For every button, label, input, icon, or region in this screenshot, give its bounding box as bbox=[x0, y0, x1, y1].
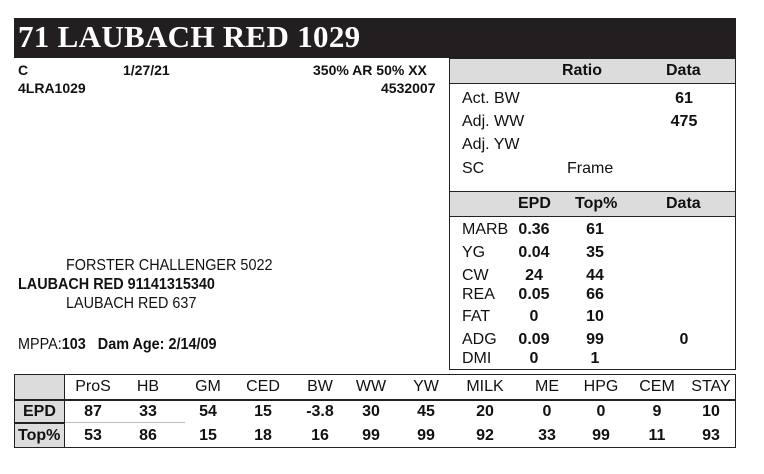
frame-label: Frame bbox=[567, 160, 614, 177]
carcass-row-label: REA bbox=[462, 286, 495, 303]
pedigree-sire-sire: FORSTER CHALLENGER 5022 bbox=[66, 257, 273, 274]
epd-column-header: GM bbox=[195, 378, 221, 395]
carcass-row-label: FAT bbox=[462, 308, 491, 325]
epd-column-header: YW bbox=[413, 378, 439, 395]
top-row-label: Top% bbox=[18, 427, 61, 444]
epd-column-header: BW bbox=[307, 378, 333, 395]
epd-value-cell: 54 bbox=[199, 403, 217, 420]
top-value-cell: 11 bbox=[648, 427, 666, 444]
carcass-row-top: 44 bbox=[586, 267, 604, 284]
top-value-cell: 99 bbox=[592, 427, 610, 444]
top-header-label: Top% bbox=[575, 195, 618, 212]
epd-table-row-divider bbox=[65, 422, 185, 423]
pedigree-sire-dam: LAUBACH RED 637 bbox=[66, 295, 197, 312]
epd-column-header: ME bbox=[535, 378, 559, 395]
carcass-row-top: 99 bbox=[586, 331, 604, 348]
epd-value-cell: 0 bbox=[596, 403, 606, 420]
mppa-value: 103 bbox=[61, 336, 86, 353]
epd-value-cell: 9 bbox=[652, 403, 662, 420]
epd-row-label: EPD bbox=[23, 403, 56, 420]
carcass-row-top: 10 bbox=[586, 308, 604, 325]
epd-column-header: MILK bbox=[466, 378, 504, 395]
top-value-cell: 18 bbox=[254, 427, 272, 444]
ratio-row-data: 61 bbox=[675, 90, 693, 107]
performance-panel bbox=[449, 58, 736, 370]
epd-table bbox=[14, 374, 736, 448]
ratio-row-label: Adj. YW bbox=[462, 136, 520, 153]
data-header-label: Data bbox=[666, 195, 701, 212]
carcass-row-label: MARB bbox=[462, 221, 509, 238]
epd-value-cell: 0 bbox=[542, 403, 552, 420]
epd-value-cell: 33 bbox=[139, 403, 157, 420]
data-header-label: Data bbox=[666, 62, 701, 79]
top-value-cell: 99 bbox=[417, 427, 435, 444]
birth-date: 1/27/21 bbox=[123, 62, 170, 78]
mppa-label: MPPA: bbox=[18, 336, 62, 353]
top-value-cell: 86 bbox=[139, 427, 157, 444]
carcass-row-epd: 0 bbox=[529, 308, 539, 325]
epd-header-label: EPD bbox=[518, 195, 551, 212]
registration-number: 4532007 bbox=[381, 80, 436, 96]
epd-value-cell: 15 bbox=[254, 403, 272, 420]
animal-type: C bbox=[18, 62, 29, 78]
top-value-cell: 15 bbox=[199, 427, 217, 444]
epd-column-header: WW bbox=[355, 378, 387, 395]
epd-column-header: STAY bbox=[691, 378, 731, 395]
epd-table-row-divider bbox=[15, 422, 65, 424]
mppa-line bbox=[18, 336, 239, 354]
epd-value-cell: 20 bbox=[476, 403, 494, 420]
carcass-row-data: 0 bbox=[679, 331, 689, 348]
carcass-row-top: 1 bbox=[590, 350, 600, 367]
top-value-cell: 93 bbox=[702, 427, 720, 444]
top-value-cell: 16 bbox=[311, 427, 329, 444]
epd-column-header: CEM bbox=[639, 378, 675, 395]
tattoo-id: 4LRA1029 bbox=[18, 80, 86, 96]
dam-age-label: Dam Age: bbox=[97, 336, 165, 353]
ratio-header bbox=[450, 58, 735, 84]
top-value-cell: 99 bbox=[362, 427, 380, 444]
top-value-cell: 53 bbox=[84, 427, 102, 444]
ratio-header-label: Ratio bbox=[562, 62, 602, 79]
ratio-row-label: Act. BW bbox=[462, 90, 520, 107]
sc-label: SC bbox=[462, 160, 485, 177]
carcass-row-epd: 0.04 bbox=[518, 244, 550, 261]
pedigree-sire: LAUBACH RED 91141315340 bbox=[18, 276, 215, 293]
breed-percent: 350% AR 50% XX bbox=[313, 62, 427, 78]
carcass-row-label: YG bbox=[462, 244, 486, 261]
carcass-row-epd: 0.36 bbox=[518, 221, 550, 238]
epd-table-header-divider bbox=[15, 399, 735, 401]
epd-column-header: ProS bbox=[75, 378, 111, 395]
carcass-row-top: 66 bbox=[586, 286, 604, 303]
epd-column-header: HB bbox=[136, 378, 160, 395]
carcass-row-epd: 0 bbox=[529, 350, 539, 367]
top-value-cell: 33 bbox=[538, 427, 556, 444]
carcass-header bbox=[450, 191, 735, 217]
epd-value-cell: 10 bbox=[702, 403, 720, 420]
carcass-row-epd: 0.09 bbox=[518, 331, 550, 348]
carcass-row-epd: 0.05 bbox=[518, 286, 550, 303]
carcass-row-epd: 24 bbox=[525, 267, 543, 284]
epd-value-cell: 30 bbox=[362, 403, 380, 420]
epd-column-header: CED bbox=[246, 378, 280, 395]
top-value-cell: 92 bbox=[476, 427, 494, 444]
carcass-row-label: DMI bbox=[462, 350, 492, 367]
carcass-row-top: 61 bbox=[586, 221, 604, 238]
lot-title: 71 LAUBACH RED 1029 bbox=[18, 19, 361, 54]
ratio-row-data: 475 bbox=[670, 113, 698, 130]
epd-column-header: HPG bbox=[583, 378, 619, 395]
dam-age-value: 2/14/09 bbox=[168, 336, 217, 353]
epd-value-cell: -3.8 bbox=[306, 403, 334, 420]
epd-value-cell: 87 bbox=[84, 403, 102, 420]
carcass-row-label: ADG bbox=[462, 331, 497, 348]
carcass-row-label: CW bbox=[462, 267, 489, 284]
carcass-row-top: 35 bbox=[586, 244, 604, 261]
epd-value-cell: 45 bbox=[417, 403, 435, 420]
ratio-row-label: Adj. WW bbox=[462, 113, 525, 130]
